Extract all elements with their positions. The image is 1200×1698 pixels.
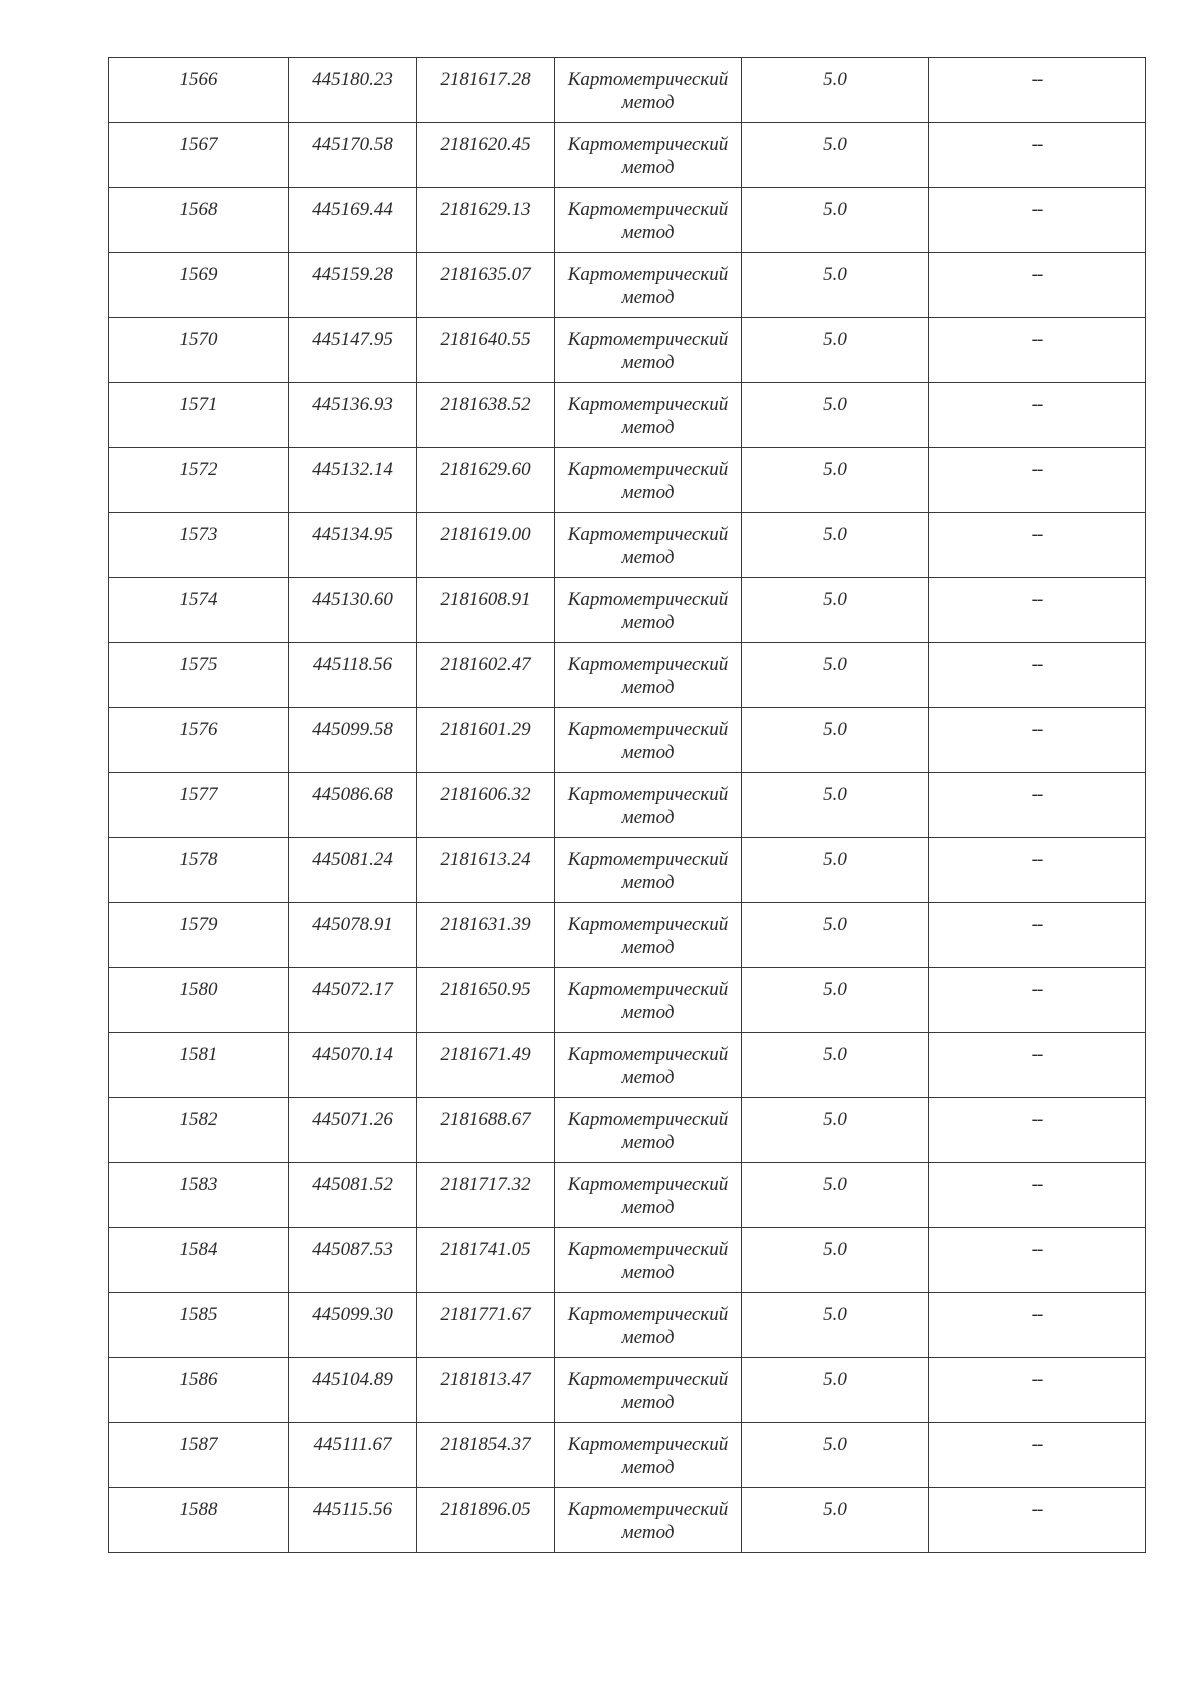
method-line-1: Картометрический [567, 654, 729, 675]
coordinates-table-container [108, 57, 1145, 1553]
note-cell: -- [929, 253, 1146, 318]
y-coordinate-cell: 2181606.32 [417, 773, 555, 838]
table-row [109, 838, 1146, 903]
table-row [109, 903, 1146, 968]
x-coordinate-cell: 445104.89 [289, 1358, 417, 1423]
point-number-cell: 1585 [109, 1293, 289, 1358]
table-row [109, 708, 1146, 773]
table-row [109, 383, 1146, 448]
x-coordinate-cell: 445170.58 [289, 123, 417, 188]
note-cell: -- [929, 1488, 1146, 1553]
y-coordinate-cell: 2181619.00 [417, 513, 555, 578]
note-cell: -- [929, 448, 1146, 513]
y-coordinate-cell: 2181638.52 [417, 383, 555, 448]
method-line-1: Картометрический [567, 199, 729, 220]
point-number-cell: 1579 [109, 903, 289, 968]
method-cell [555, 1358, 742, 1423]
method-line-2: метод [621, 157, 675, 178]
method-line-2: метод [621, 547, 675, 568]
method-line-1: Картометрический [567, 589, 729, 610]
accuracy-cell: 5.0 [742, 58, 929, 123]
note-cell: -- [929, 513, 1146, 578]
x-coordinate-cell: 445169.44 [289, 188, 417, 253]
y-coordinate-cell: 2181717.32 [417, 1163, 555, 1228]
method-line-2: метод [621, 1132, 675, 1153]
method-line-1: Картометрический [567, 394, 729, 415]
x-coordinate-cell: 445159.28 [289, 253, 417, 318]
y-coordinate-cell: 2181620.45 [417, 123, 555, 188]
method-cell [555, 58, 742, 123]
table-row [109, 1358, 1146, 1423]
method-cell [555, 1163, 742, 1228]
table-row [109, 578, 1146, 643]
point-number-cell: 1573 [109, 513, 289, 578]
method-line-2: метод [621, 92, 675, 113]
table-row [109, 318, 1146, 383]
accuracy-cell: 5.0 [742, 1228, 929, 1293]
y-coordinate-cell: 2181602.47 [417, 643, 555, 708]
method-cell [555, 578, 742, 643]
note-cell: -- [929, 1098, 1146, 1163]
x-coordinate-cell: 445081.24 [289, 838, 417, 903]
accuracy-cell: 5.0 [742, 643, 929, 708]
method-cell [555, 1098, 742, 1163]
table-row [109, 643, 1146, 708]
point-number-cell: 1569 [109, 253, 289, 318]
table-row [109, 448, 1146, 513]
point-number-cell: 1581 [109, 1033, 289, 1098]
note-cell: -- [929, 773, 1146, 838]
method-line-1: Картометрический [567, 849, 729, 870]
method-line-2: метод [621, 1067, 675, 1088]
accuracy-cell: 5.0 [742, 1423, 929, 1488]
table-row [109, 773, 1146, 838]
y-coordinate-cell: 2181635.07 [417, 253, 555, 318]
method-line-2: метод [621, 1392, 675, 1413]
x-coordinate-cell: 445081.52 [289, 1163, 417, 1228]
method-line-1: Картометрический [567, 719, 729, 740]
note-cell: -- [929, 903, 1146, 968]
point-number-cell: 1571 [109, 383, 289, 448]
table-row [109, 968, 1146, 1033]
method-cell [555, 1293, 742, 1358]
method-line-2: метод [621, 807, 675, 828]
x-coordinate-cell: 445078.91 [289, 903, 417, 968]
table-row [109, 188, 1146, 253]
method-cell [555, 188, 742, 253]
method-line-1: Картометрический [567, 1044, 729, 1065]
accuracy-cell: 5.0 [742, 968, 929, 1033]
point-number-cell: 1568 [109, 188, 289, 253]
x-coordinate-cell: 445099.30 [289, 1293, 417, 1358]
method-cell [555, 383, 742, 448]
table-row [109, 58, 1146, 123]
method-line-1: Картометрический [567, 329, 729, 350]
method-line-2: метод [621, 1457, 675, 1478]
method-line-2: метод [621, 937, 675, 958]
note-cell: -- [929, 318, 1146, 383]
method-line-2: метод [621, 1197, 675, 1218]
note-cell: -- [929, 1293, 1146, 1358]
method-cell [555, 1423, 742, 1488]
method-line-1: Картометрический [567, 1434, 729, 1455]
method-cell [555, 968, 742, 1033]
method-line-1: Картометрический [567, 1499, 729, 1520]
accuracy-cell: 5.0 [742, 123, 929, 188]
note-cell: -- [929, 1228, 1146, 1293]
y-coordinate-cell: 2181617.28 [417, 58, 555, 123]
method-cell [555, 448, 742, 513]
note-cell: -- [929, 643, 1146, 708]
method-line-1: Картометрический [567, 459, 729, 480]
method-cell [555, 1488, 742, 1553]
method-cell [555, 773, 742, 838]
y-coordinate-cell: 2181896.05 [417, 1488, 555, 1553]
point-number-cell: 1577 [109, 773, 289, 838]
point-number-cell: 1574 [109, 578, 289, 643]
y-coordinate-cell: 2181640.55 [417, 318, 555, 383]
point-number-cell: 1584 [109, 1228, 289, 1293]
accuracy-cell: 5.0 [742, 253, 929, 318]
method-line-2: метод [621, 1262, 675, 1283]
table-row [109, 123, 1146, 188]
note-cell: -- [929, 1423, 1146, 1488]
method-line-1: Картометрический [567, 1174, 729, 1195]
x-coordinate-cell: 445134.95 [289, 513, 417, 578]
method-cell [555, 708, 742, 773]
y-coordinate-cell: 2181741.05 [417, 1228, 555, 1293]
table-row [109, 1163, 1146, 1228]
y-coordinate-cell: 2181629.13 [417, 188, 555, 253]
table-row [109, 1423, 1146, 1488]
y-coordinate-cell: 2181631.39 [417, 903, 555, 968]
point-number-cell: 1576 [109, 708, 289, 773]
note-cell: -- [929, 188, 1146, 253]
method-line-1: Картометрический [567, 134, 729, 155]
x-coordinate-cell: 445071.26 [289, 1098, 417, 1163]
method-cell [555, 513, 742, 578]
note-cell: -- [929, 968, 1146, 1033]
table-row [109, 253, 1146, 318]
point-number-cell: 1580 [109, 968, 289, 1033]
point-number-cell: 1583 [109, 1163, 289, 1228]
method-line-1: Картометрический [567, 914, 729, 935]
x-coordinate-cell: 445118.56 [289, 643, 417, 708]
table-body [109, 58, 1146, 1553]
point-number-cell: 1566 [109, 58, 289, 123]
accuracy-cell: 5.0 [742, 318, 929, 383]
point-number-cell: 1588 [109, 1488, 289, 1553]
note-cell: -- [929, 58, 1146, 123]
accuracy-cell: 5.0 [742, 1488, 929, 1553]
method-line-2: метод [621, 482, 675, 503]
accuracy-cell: 5.0 [742, 1163, 929, 1228]
method-cell [555, 123, 742, 188]
y-coordinate-cell: 2181671.49 [417, 1033, 555, 1098]
accuracy-cell: 5.0 [742, 513, 929, 578]
note-cell: -- [929, 708, 1146, 773]
method-line-1: Картометрический [567, 784, 729, 805]
method-cell [555, 903, 742, 968]
y-coordinate-cell: 2181650.95 [417, 968, 555, 1033]
x-coordinate-cell: 445072.17 [289, 968, 417, 1033]
note-cell: -- [929, 123, 1146, 188]
method-line-2: метод [621, 612, 675, 633]
note-cell: -- [929, 838, 1146, 903]
point-number-cell: 1587 [109, 1423, 289, 1488]
table-row [109, 1488, 1146, 1553]
method-line-2: метод [621, 287, 675, 308]
y-coordinate-cell: 2181629.60 [417, 448, 555, 513]
table-row [109, 1293, 1146, 1358]
table-row [109, 1228, 1146, 1293]
method-cell [555, 643, 742, 708]
y-coordinate-cell: 2181771.67 [417, 1293, 555, 1358]
accuracy-cell: 5.0 [742, 578, 929, 643]
accuracy-cell: 5.0 [742, 903, 929, 968]
table-row [109, 1033, 1146, 1098]
method-line-1: Картометрический [567, 979, 729, 1000]
point-number-cell: 1570 [109, 318, 289, 383]
method-line-2: метод [621, 872, 675, 893]
note-cell: -- [929, 1033, 1146, 1098]
x-coordinate-cell: 445136.93 [289, 383, 417, 448]
accuracy-cell: 5.0 [742, 838, 929, 903]
method-line-2: метод [621, 352, 675, 373]
method-line-1: Картометрический [567, 69, 729, 90]
method-line-2: метод [621, 1002, 675, 1023]
method-cell [555, 1033, 742, 1098]
accuracy-cell: 5.0 [742, 448, 929, 513]
point-number-cell: 1567 [109, 123, 289, 188]
x-coordinate-cell: 445099.58 [289, 708, 417, 773]
method-line-1: Картометрический [567, 524, 729, 545]
point-number-cell: 1582 [109, 1098, 289, 1163]
coordinates-table [108, 57, 1146, 1553]
note-cell: -- [929, 1358, 1146, 1423]
method-line-2: метод [621, 417, 675, 438]
method-cell [555, 253, 742, 318]
method-line-2: метод [621, 677, 675, 698]
x-coordinate-cell: 445111.67 [289, 1423, 417, 1488]
point-number-cell: 1578 [109, 838, 289, 903]
accuracy-cell: 5.0 [742, 1033, 929, 1098]
accuracy-cell: 5.0 [742, 1358, 929, 1423]
method-line-2: метод [621, 1522, 675, 1543]
method-cell [555, 318, 742, 383]
y-coordinate-cell: 2181608.91 [417, 578, 555, 643]
accuracy-cell: 5.0 [742, 708, 929, 773]
y-coordinate-cell: 2181854.37 [417, 1423, 555, 1488]
accuracy-cell: 5.0 [742, 773, 929, 838]
method-line-1: Картометрический [567, 264, 729, 285]
x-coordinate-cell: 445087.53 [289, 1228, 417, 1293]
accuracy-cell: 5.0 [742, 1098, 929, 1163]
method-cell [555, 838, 742, 903]
table-row [109, 1098, 1146, 1163]
method-line-1: Картометрический [567, 1239, 729, 1260]
x-coordinate-cell: 445147.95 [289, 318, 417, 383]
note-cell: -- [929, 578, 1146, 643]
x-coordinate-cell: 445132.14 [289, 448, 417, 513]
x-coordinate-cell: 445115.56 [289, 1488, 417, 1553]
x-coordinate-cell: 445180.23 [289, 58, 417, 123]
method-line-2: метод [621, 742, 675, 763]
point-number-cell: 1586 [109, 1358, 289, 1423]
accuracy-cell: 5.0 [742, 1293, 929, 1358]
method-cell [555, 1228, 742, 1293]
accuracy-cell: 5.0 [742, 188, 929, 253]
y-coordinate-cell: 2181813.47 [417, 1358, 555, 1423]
x-coordinate-cell: 445070.14 [289, 1033, 417, 1098]
x-coordinate-cell: 445086.68 [289, 773, 417, 838]
x-coordinate-cell: 445130.60 [289, 578, 417, 643]
method-line-1: Картометрический [567, 1369, 729, 1390]
point-number-cell: 1575 [109, 643, 289, 708]
y-coordinate-cell: 2181613.24 [417, 838, 555, 903]
note-cell: -- [929, 383, 1146, 448]
accuracy-cell: 5.0 [742, 383, 929, 448]
note-cell: -- [929, 1163, 1146, 1228]
method-line-2: метод [621, 1327, 675, 1348]
y-coordinate-cell: 2181688.67 [417, 1098, 555, 1163]
method-line-1: Картометрический [567, 1304, 729, 1325]
point-number-cell: 1572 [109, 448, 289, 513]
table-row [109, 513, 1146, 578]
method-line-2: метод [621, 222, 675, 243]
method-line-1: Картометрический [567, 1109, 729, 1130]
y-coordinate-cell: 2181601.29 [417, 708, 555, 773]
